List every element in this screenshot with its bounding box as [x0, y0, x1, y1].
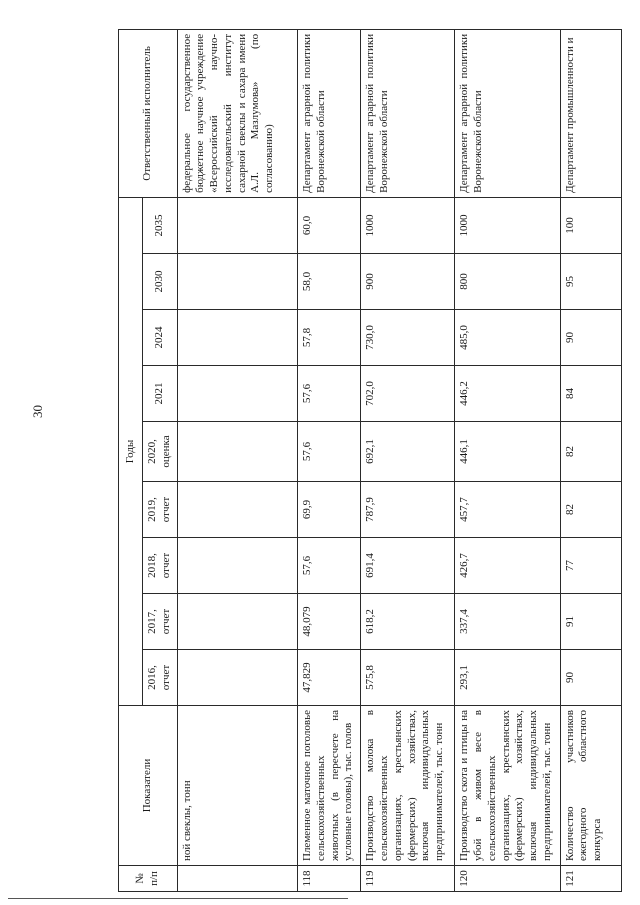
header-row-1	[119, 29, 143, 891]
page-number: 30	[30, 405, 45, 418]
indicator-name: Производство молока в сельскохозяйственных организациях, крестьянских (фермерских) хозяйствах, включая индивидуальных предпринимателей, тыс. тонн	[361, 706, 455, 866]
indicator-name: ной свеклы, тонн	[177, 706, 298, 866]
value-2024: 90	[560, 310, 621, 366]
value-2018: 77	[560, 538, 621, 594]
value-2016: 293,1	[455, 650, 560, 706]
value-2030: 58,0	[298, 254, 361, 310]
value-2020: 446,1	[455, 422, 560, 482]
header-year-2020: 2020, оценка	[143, 422, 178, 482]
value-2020: 82	[560, 422, 621, 482]
value-2030: 900	[361, 254, 455, 310]
indicator-name: Производство скота и птицы на убой в живом весе в сельскохозяйственных организациях, крестьянских (фермерских) хозяйствах, включая индивидуальных предпринимателей, тыс. тонн	[455, 706, 560, 866]
header-year-2024: 2024	[143, 310, 178, 366]
row-number: 118	[298, 866, 361, 892]
value-2017: 618,2	[361, 594, 455, 650]
value-2019: 69,9	[298, 482, 361, 538]
value-2024: 57,8	[298, 310, 361, 366]
value-2030	[177, 254, 298, 310]
value-2021: 702,0	[361, 366, 455, 422]
responsible-executor: Департамент аграрной политики Воронежской области	[455, 29, 560, 197]
header-indicators: Показатели	[119, 706, 178, 866]
value-2024: 485,0	[455, 310, 560, 366]
row-number	[177, 866, 298, 892]
value-2021	[177, 366, 298, 422]
table-row	[361, 29, 455, 891]
value-2030: 800	[455, 254, 560, 310]
value-2020: 692,1	[361, 422, 455, 482]
value-2016	[177, 650, 298, 706]
value-2030: 95	[560, 254, 621, 310]
value-2017: 91	[560, 594, 621, 650]
row-number: 121	[560, 866, 621, 892]
value-2020: 57,6	[298, 422, 361, 482]
value-2021: 446,2	[455, 366, 560, 422]
header-year-2016: 2016, отчет	[143, 650, 178, 706]
table-row	[455, 29, 560, 891]
responsible-executor: Департамент аграрной политики Воронежской области	[361, 29, 455, 197]
row-number: 119	[361, 866, 455, 892]
table-row	[560, 29, 621, 891]
header-year-2017: 2017, отчет	[143, 594, 178, 650]
value-2019	[177, 482, 298, 538]
rotated-table-container	[118, 30, 622, 892]
indicators-table	[118, 29, 622, 892]
table-row	[298, 29, 361, 891]
value-2019: 457,7	[455, 482, 560, 538]
value-2016: 575,8	[361, 650, 455, 706]
value-2035: 60,0	[298, 197, 361, 253]
value-2018: 426,7	[455, 538, 560, 594]
table-row	[177, 29, 298, 891]
value-2018: 57,6	[298, 538, 361, 594]
value-2024	[177, 310, 298, 366]
page-bottom-rule	[8, 898, 348, 899]
header-year-2030: 2030	[143, 254, 178, 310]
responsible-executor: федеральное государственное бюджетное научное учреждение «Всероссийский научно-исследовательский институт сахарной свеклы и сахара имени А.Л. Мазлумова» (по согласованию)	[177, 29, 298, 197]
value-2035	[177, 197, 298, 253]
indicator-name: Количество участников ежегодного областного конкурса	[560, 706, 621, 866]
value-2035: 100	[560, 197, 621, 253]
row-number: 120	[455, 866, 560, 892]
value-2021: 57,6	[298, 366, 361, 422]
value-2016: 90	[560, 650, 621, 706]
value-2024: 730,0	[361, 310, 455, 366]
indicator-name: Племенное маточное поголовье сельскохозяйственных животных (в пересчете на условные головы), тыс. голов	[298, 706, 361, 866]
header-year-2035: 2035	[143, 197, 178, 253]
value-2035: 1000	[361, 197, 455, 253]
header-year-2019: 2019, отчет	[143, 482, 178, 538]
responsible-executor: Департамент промышленности и	[560, 29, 621, 197]
value-2020	[177, 422, 298, 482]
value-2016: 47,829	[298, 650, 361, 706]
value-2017	[177, 594, 298, 650]
value-2018: 691,4	[361, 538, 455, 594]
value-2017: 48,079	[298, 594, 361, 650]
header-responsible: Ответственный исполнитель	[119, 29, 178, 197]
header-year-2018: 2018, отчет	[143, 538, 178, 594]
value-2018	[177, 538, 298, 594]
responsible-executor: Департамент аграрной политики Воронежской области	[298, 29, 361, 197]
header-year-2021: 2021	[143, 366, 178, 422]
value-2021: 84	[560, 366, 621, 422]
value-2019: 82	[560, 482, 621, 538]
header-years-group: Годы	[119, 197, 143, 705]
value-2017: 337,4	[455, 594, 560, 650]
value-2019: 787,9	[361, 482, 455, 538]
header-num: № п/п	[119, 866, 178, 892]
value-2035: 1000	[455, 197, 560, 253]
